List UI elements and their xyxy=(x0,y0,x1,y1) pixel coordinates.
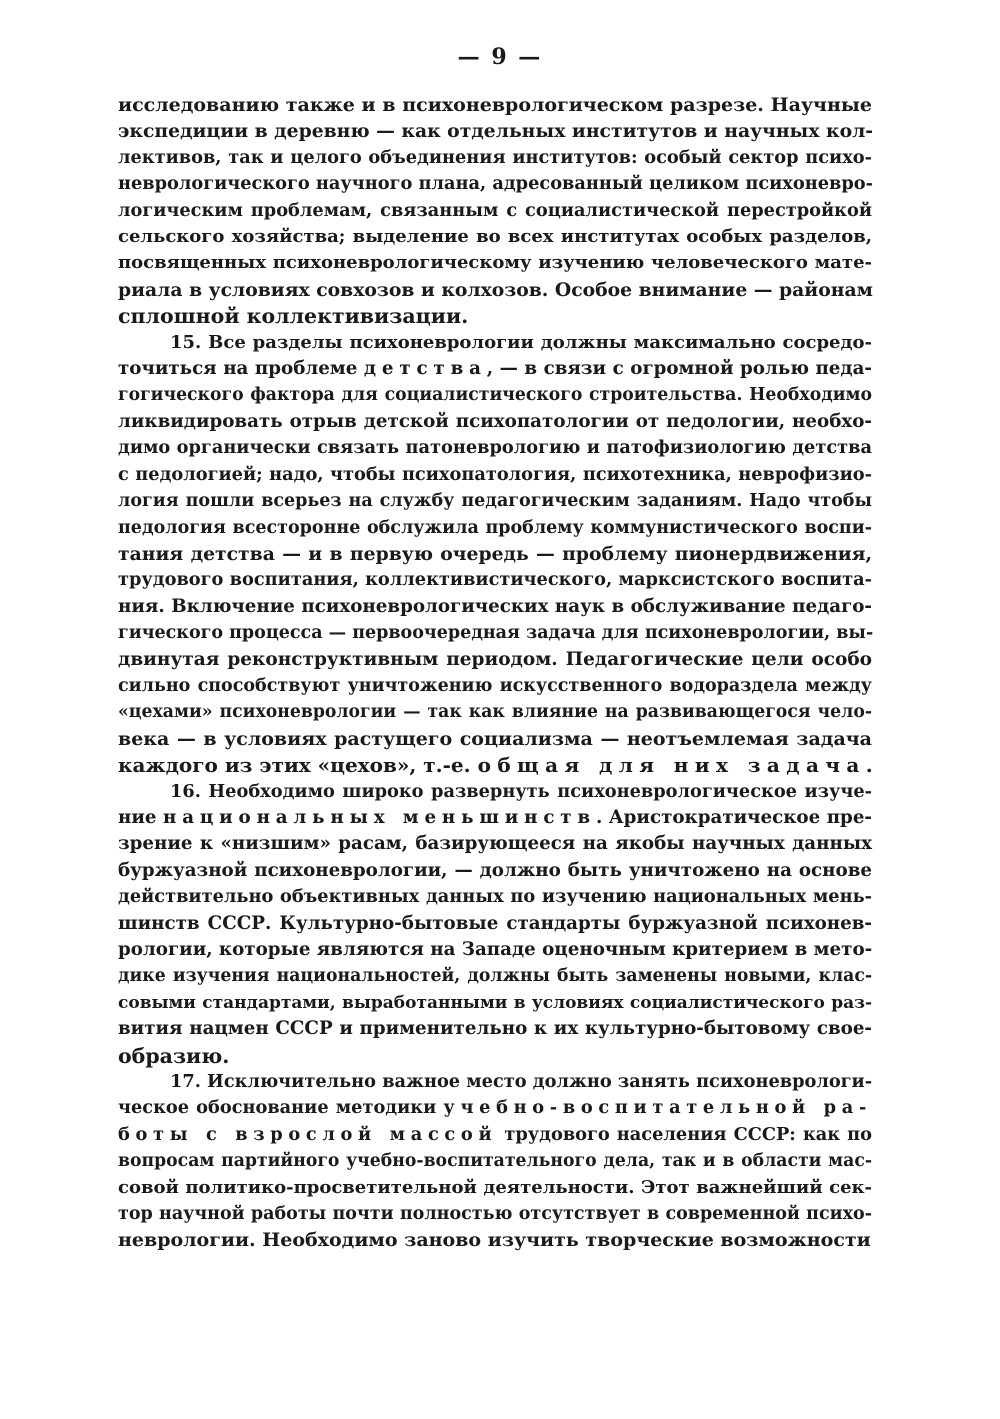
text-line: шинств СССР. Культурно-бытовые стандарты буржуазной психонев- xyxy=(118,912,872,934)
text-run: , — в связи с огромной ролью педа- xyxy=(486,358,872,380)
body-text xyxy=(118,92,872,1254)
text-line xyxy=(118,752,872,778)
text-line xyxy=(118,805,872,831)
spaced-emphasis: общая для них задача xyxy=(477,753,866,778)
text-run: ческое обоснование методики xyxy=(118,1097,444,1119)
text-run: 17. Исключительно важное место должно занять психоневрологи- xyxy=(170,1071,873,1093)
text-line: риала в условиях совхозов и колхозов. Особое внимание — районам xyxy=(118,278,873,301)
text-line: 16. Необходимо широко развернуть психоневрологическое изуче- xyxy=(170,780,872,802)
text-line: двинутая реконструктивным периодом. Педагогические цели особо xyxy=(118,648,872,670)
text-line: «цехами» психоневрологии — так как влияние на развивающегося чело- xyxy=(118,702,872,723)
text-line xyxy=(118,1122,872,1148)
text-line: ликвидировать отрыв детской психопатологии от педологии, необхо- xyxy=(118,410,872,432)
text-line xyxy=(118,356,872,382)
paragraph xyxy=(118,779,872,1069)
text-line: века — в условиях растущего социализма — неотъемлемая задача xyxy=(118,727,872,750)
text-line xyxy=(118,1069,872,1095)
spaced-emphasis: учебно-воспитательной ра- xyxy=(443,1097,872,1119)
text-line: рологии, которые являются на Западе оценочным критерием в мето- xyxy=(118,939,873,960)
text-run: ние xyxy=(118,806,163,828)
page-number: — 9 — xyxy=(457,44,543,70)
text-line: лективов, так и целого объединения институтов: особый сектор психо- xyxy=(118,146,872,168)
text-line: дике изучения национальностей, должны быть заменены новыми, клас- xyxy=(118,966,872,987)
text-line: совыми стандартами, выработанными в условиях социалистического раз- xyxy=(118,992,872,1013)
text-run: . xyxy=(865,753,873,778)
text-line: вития нацмен СССР и применительно к их культурно-бытовому свое- xyxy=(118,1018,872,1040)
text-run: . Аристократическое пре- xyxy=(595,806,872,828)
text-line: педология всесторонне обслужила проблему коммунистического воспи- xyxy=(118,517,872,538)
text-line: неврологического научного плана, адресованный целиком психоневро- xyxy=(118,173,873,195)
text-line: исследованию также и в психоневрологическом разрезе. Научные xyxy=(118,94,872,116)
text-line: трудового воспитания, коллективистического, марксистского воспита- xyxy=(118,569,872,591)
text-line: с педологией; надо, чтобы психопатология, психотехника, неврофизио- xyxy=(118,463,872,485)
spaced-emphasis: боты с взрослой массой xyxy=(118,1123,498,1145)
text-line: сельского хозяйства; выделение во всех институтах особых разделов, xyxy=(118,226,872,248)
paragraph xyxy=(118,92,872,330)
text-run: трудового населения СССР: как по xyxy=(497,1123,872,1145)
text-line: тания детства — и в первую очередь — проблему пионердвижения, xyxy=(118,542,872,565)
paragraph xyxy=(118,1069,872,1254)
text-line: вопросам партийного учебно-воспитательного дела, так и в области мас- xyxy=(118,1151,872,1172)
text-line: буржуазной психоневрологии, — должно быть уничтожено на основе xyxy=(118,859,872,881)
text-line: гического процесса — первоочередная задача для психоневрологии, вы- xyxy=(118,623,874,644)
text-line: действительно объективных данных по изучению национальных мень- xyxy=(118,886,872,908)
text-line: 15. Все разделы психоневрологии должны максимально сосредо- xyxy=(170,331,872,353)
text-line: сильно способствуют уничтожению искусственного водораздела между xyxy=(118,675,872,696)
text-line: посвященных психоневрологическому изучению человеческого мате- xyxy=(118,252,872,274)
text-run: каждого из этих «цехов», т.-е. xyxy=(118,753,478,778)
text-line: сплошной коллективизации. xyxy=(118,304,469,329)
text-line: гогического фактора для социалистического строительства. Необходимо xyxy=(118,385,872,406)
text-line: димо органически связать патоневрологию и патофизиологию детства xyxy=(118,437,872,459)
text-line: ния. Включение психоневрологических наук в обслуживание педаго- xyxy=(118,595,872,617)
text-line: неврологии. Необходимо заново изучить творческие возможности xyxy=(118,1229,871,1252)
spaced-emphasis: детства xyxy=(363,358,487,380)
text-line xyxy=(118,1095,872,1121)
text-run: точиться на проблеме xyxy=(118,358,364,380)
text-line: образию. xyxy=(118,1043,230,1068)
spaced-emphasis: национальных меньшинств xyxy=(163,806,596,828)
text-line: совой политико-просветительной деятельности. Этот важнейший сек- xyxy=(118,1176,872,1198)
text-line: логия пошли всерьез на службу педагогическим заданиям. Надо чтобы xyxy=(118,491,872,512)
paragraph xyxy=(118,330,872,779)
text-line: тор научной работы почти полностью отсутствует в современной психо- xyxy=(118,1204,872,1225)
text-line: экспедиции в деревню — как отдельных институтов и научных кол- xyxy=(118,120,874,143)
text-line: логическим проблемам, связанным с социалистической перестройкой xyxy=(118,199,872,221)
text-line: зрение к «низшим» расам, базирующееся на якобы научных данных xyxy=(118,833,872,855)
